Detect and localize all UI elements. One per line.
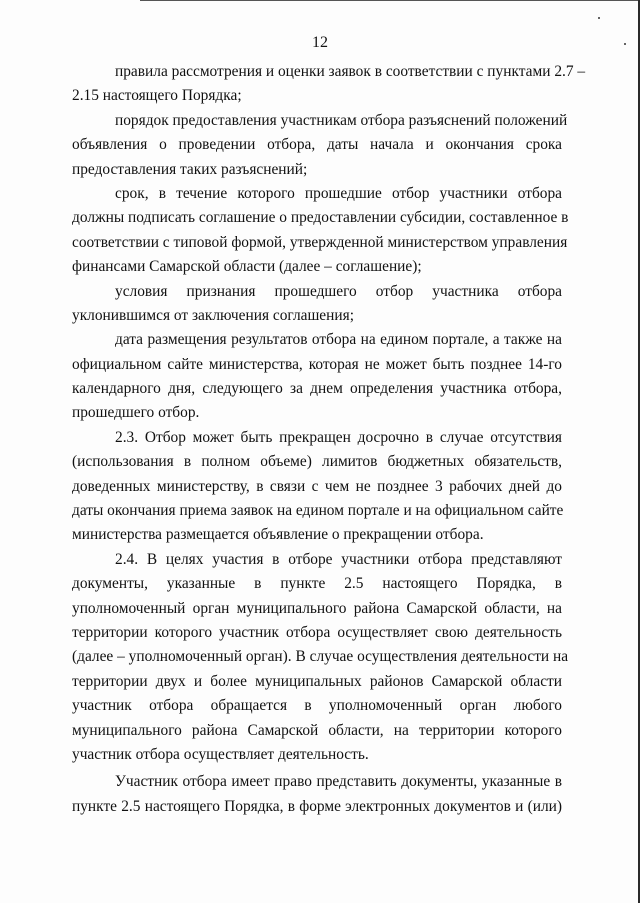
text-line: предоставления таких разъяснений; (72, 160, 308, 178)
text-line: должны подписать соглашение о предоставлении субсидии, составленное в (72, 209, 569, 227)
text-line: территории которого участник отбора осуществляет свою деятельность (72, 623, 562, 641)
text-line: дата размещения результатов отбора на едином портале, а также на (115, 331, 562, 349)
text-line: территории двух и более муниципальных районов Самарской области (72, 672, 562, 690)
text-line: 2.3. Отбор может быть прекращен досрочно в случае отсутствия (115, 428, 562, 446)
text-line: даты окончания приема заявок на едином портале и на официальном сайте (72, 502, 564, 520)
text-line: муниципального района Самарской области, на территории которого (72, 721, 562, 739)
text-line: 2.4. В целях участия в отборе участники отбора представляют (115, 550, 562, 568)
body-text (72, 60, 586, 819)
text-line: (далее – уполномоченный орган). В случае осуществления деятельности на (72, 648, 569, 666)
text-line: (использования в полном объеме) лимитов бюджетных обязательств, (72, 453, 562, 471)
text-line: соответствии с типовой формой, утвержденной министерством управления (72, 233, 568, 251)
text-line: порядок предоставления участникам отбора разъяснений положений (115, 111, 568, 129)
text-line: 2.15 настоящего Порядка; (72, 87, 242, 105)
text-line: уполномоченный орган муниципального района Самарской области, на (72, 599, 562, 617)
scan-speck (598, 17, 600, 19)
text-line: календарного дня, следующего за днем определения участника отбора, (72, 380, 562, 398)
text-line: пункте 2.5 настоящего Порядка, в форме электронных документов и (или) (72, 797, 562, 815)
text-line: условия признания прошедшего отбор участника отбора (115, 282, 562, 300)
text-line: Участник отбора имеет право представить документы, указанные в (115, 773, 562, 791)
text-line: уклонившимся от заключения соглашения; (72, 306, 354, 324)
text-line: срок, в течение которого прошедшие отбор участники отбора (115, 184, 562, 202)
text-line: документы, указанные в пункте 2.5 настоящего Порядка, в (72, 575, 562, 593)
text-line: финансами Самарской области (далее – соглашение); (72, 258, 422, 276)
page-number: 12 (312, 34, 328, 51)
text-line: министерства размещается объявление о прекращении отбора. (72, 526, 484, 544)
text-line: правила рассмотрения и оценки заявок в соответствии с пунктами 2.7 – (115, 63, 586, 80)
text-line: доведенных министерству, в связи с чем не позднее 3 рабочих дней до (72, 477, 562, 495)
text-line: участник отбора обращается в уполномоченный орган любого (72, 697, 562, 715)
scan-top-edge (140, 0, 640, 1)
text-line: объявления о проведении отбора, даты начала и окончания срока (72, 136, 562, 154)
text-line: прошедшего отбор. (72, 404, 200, 422)
text-line: участник отбора осуществляет деятельность. (72, 745, 369, 763)
text-line: официальном сайте министерства, которая не может быть позднее 14-го (72, 355, 562, 373)
